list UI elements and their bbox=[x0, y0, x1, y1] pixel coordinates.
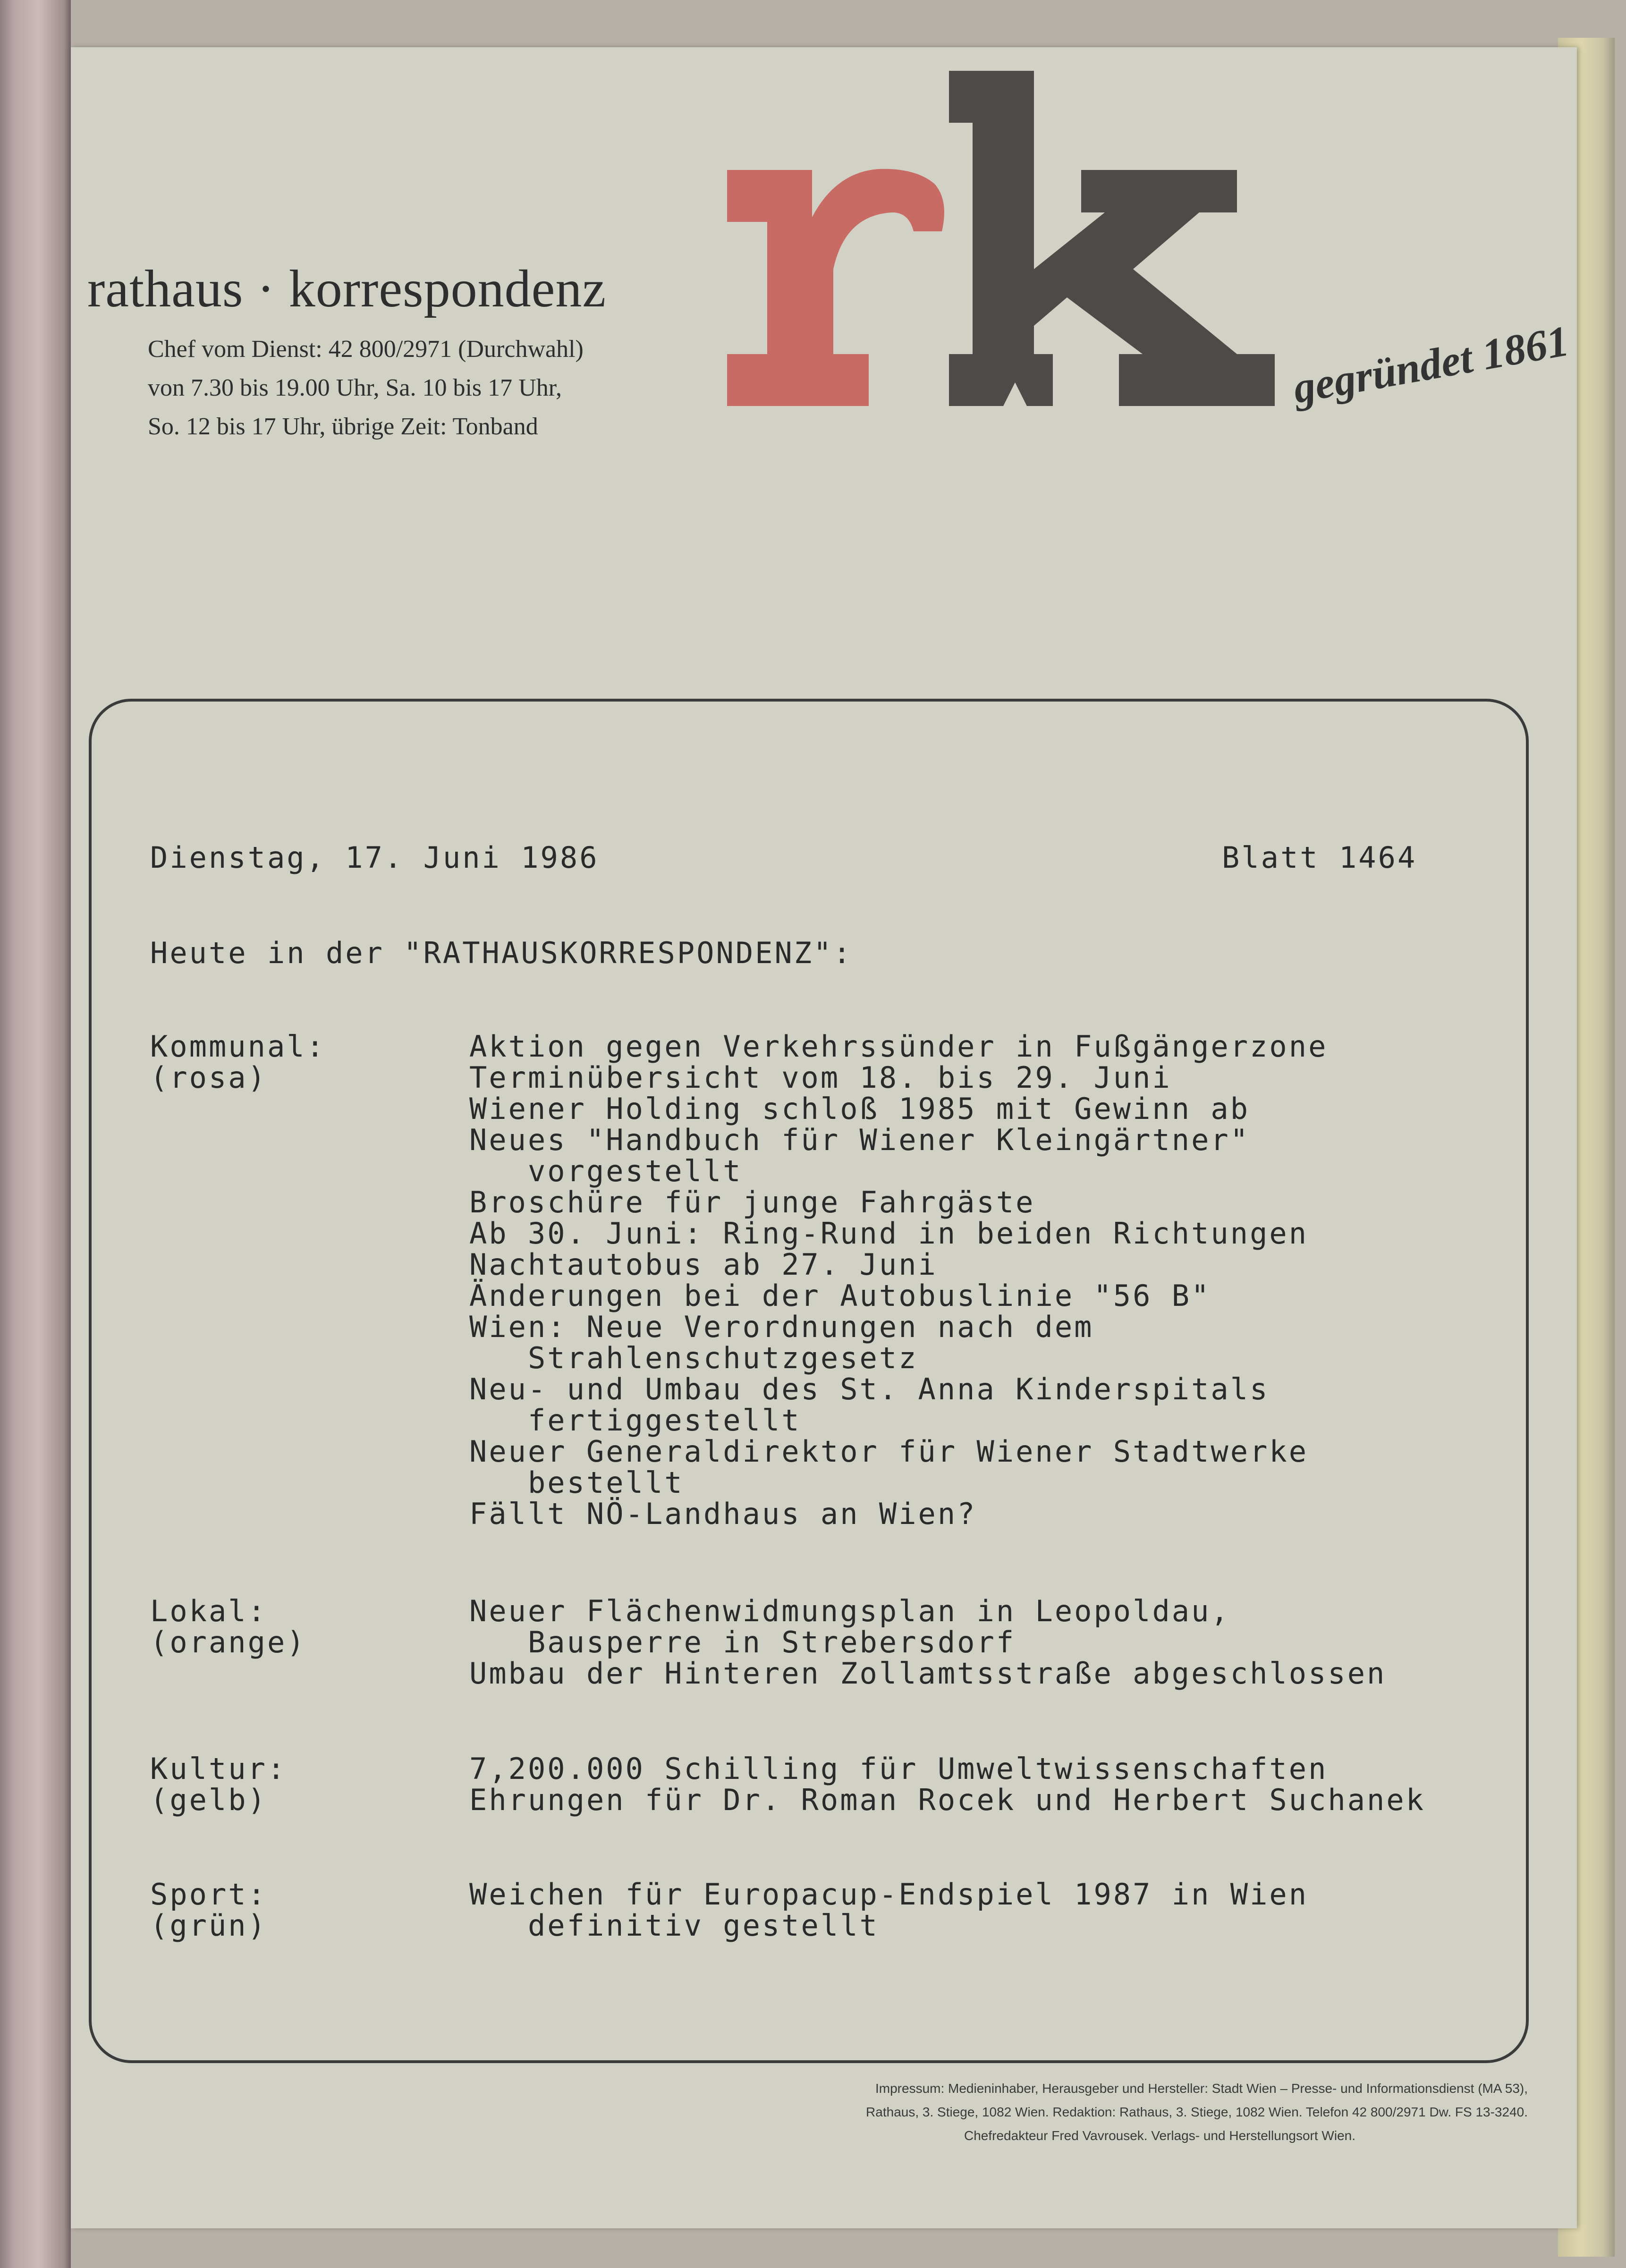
masthead-contact-line-2: von 7.30 bis 19.00 Uhr, Sa. 10 bis 17 Uhr, bbox=[148, 374, 562, 401]
list-item: bestellt bbox=[469, 1465, 684, 1500]
list-item: 7,200.000 Schilling für Umweltwissenschaften bbox=[469, 1752, 1328, 1786]
list-item: definitiv gestellt bbox=[469, 1908, 879, 1943]
list-item: vorgestellt bbox=[469, 1154, 743, 1188]
list-item: Neuer Flächenwidmungsplan in Leopoldau, bbox=[469, 1594, 1230, 1628]
logo-letter-r bbox=[727, 169, 944, 406]
masthead-contact-line-3: So. 12 bis 17 Uhr, übrige Zeit: Tonband bbox=[148, 413, 538, 440]
section-color-lokal: (orange) bbox=[150, 1625, 306, 1659]
list-item: Neues "Handbuch für Wiener Kleingärtner" bbox=[469, 1123, 1250, 1157]
list-item: Neuer Generaldirektor für Wiener Stadtwerke bbox=[469, 1434, 1309, 1469]
section-label-kommunal: Kommunal: bbox=[150, 1029, 326, 1064]
logo-letter-k bbox=[949, 71, 1275, 406]
list-item: Terminübersicht vom 18. bis 29. Juni bbox=[469, 1060, 1172, 1095]
section-label-lokal: Lokal: bbox=[150, 1594, 267, 1628]
masthead-contact-line-1: Chef vom Dienst: 42 800/2971 (Durchwahl) bbox=[148, 336, 584, 363]
list-item: Wiener Holding schloß 1985 mit Gewinn ab bbox=[469, 1092, 1250, 1126]
impressum-line-2: Rathaus, 3. Stiege, 1082 Wien. Redaktion: Rathaus, 3. Stiege, 1082 Wien. Telefon 42 800/2971 Dw. FS 13-3240. bbox=[866, 2105, 1528, 2119]
list-item: Wien: Neue Verordnungen nach dem bbox=[469, 1310, 1094, 1344]
section-color-kultur: (gelb) bbox=[150, 1783, 267, 1817]
list-item: Änderungen bei der Autobuslinie "56 B" bbox=[469, 1278, 1211, 1313]
impressum-line-1: Impressum: Medieninhaber, Herausgeber und Hersteller: Stadt Wien – Presse- und Informationsdienst (MA 53), bbox=[875, 2081, 1528, 2096]
sheet-number: Blatt 1464 bbox=[1222, 840, 1417, 875]
section-label-kultur: Kultur: bbox=[150, 1752, 287, 1786]
list-item: Ehrungen für Dr. Roman Rocek und Herbert Suchanek bbox=[469, 1783, 1426, 1817]
list-item: Neu- und Umbau des St. Anna Kinderspitals bbox=[469, 1372, 1270, 1406]
section-color-kommunal: (rosa) bbox=[150, 1060, 267, 1095]
list-item: Umbau der Hinteren Zollamtsstraße abgeschlossen bbox=[469, 1656, 1387, 1691]
section-label-sport: Sport: bbox=[150, 1877, 267, 1912]
issue-date: Dienstag, 17. Juni 1986 bbox=[150, 840, 599, 875]
list-item: Weichen für Europacup-Endspiel 1987 in Wien bbox=[469, 1877, 1309, 1912]
list-item: Aktion gegen Verkehrssünder in Fußgängerzone bbox=[469, 1029, 1328, 1064]
founded-signature: gegründet 1861 bbox=[1289, 316, 1573, 413]
list-item: Ab 30. Juni: Ring-Rund in beiden Richtungen bbox=[469, 1216, 1309, 1251]
list-item: Fällt NÖ-Landhaus an Wien? bbox=[469, 1497, 977, 1531]
rk-logo bbox=[727, 71, 1279, 415]
section-color-sport: (grün) bbox=[150, 1908, 267, 1943]
impressum-line-3: Chefredakteur Fred Vavrousek. Verlags- und Herstellungsort Wien. bbox=[964, 2128, 1355, 2143]
contents-intro: Heute in der "RATHAUSKORRESPONDENZ": bbox=[150, 936, 853, 970]
list-item: Bausperre in Strebersdorf bbox=[469, 1625, 1016, 1659]
book-binding bbox=[0, 0, 71, 2268]
list-item: Strahlenschutzgesetz bbox=[469, 1341, 918, 1375]
publication-title: rathaus · korrespondenz bbox=[87, 260, 607, 318]
list-item: Broschüre für junge Fahrgäste bbox=[469, 1185, 1035, 1219]
list-item: Nachtautobus ab 27. Juni bbox=[469, 1247, 938, 1282]
list-item: fertiggestellt bbox=[469, 1403, 801, 1438]
